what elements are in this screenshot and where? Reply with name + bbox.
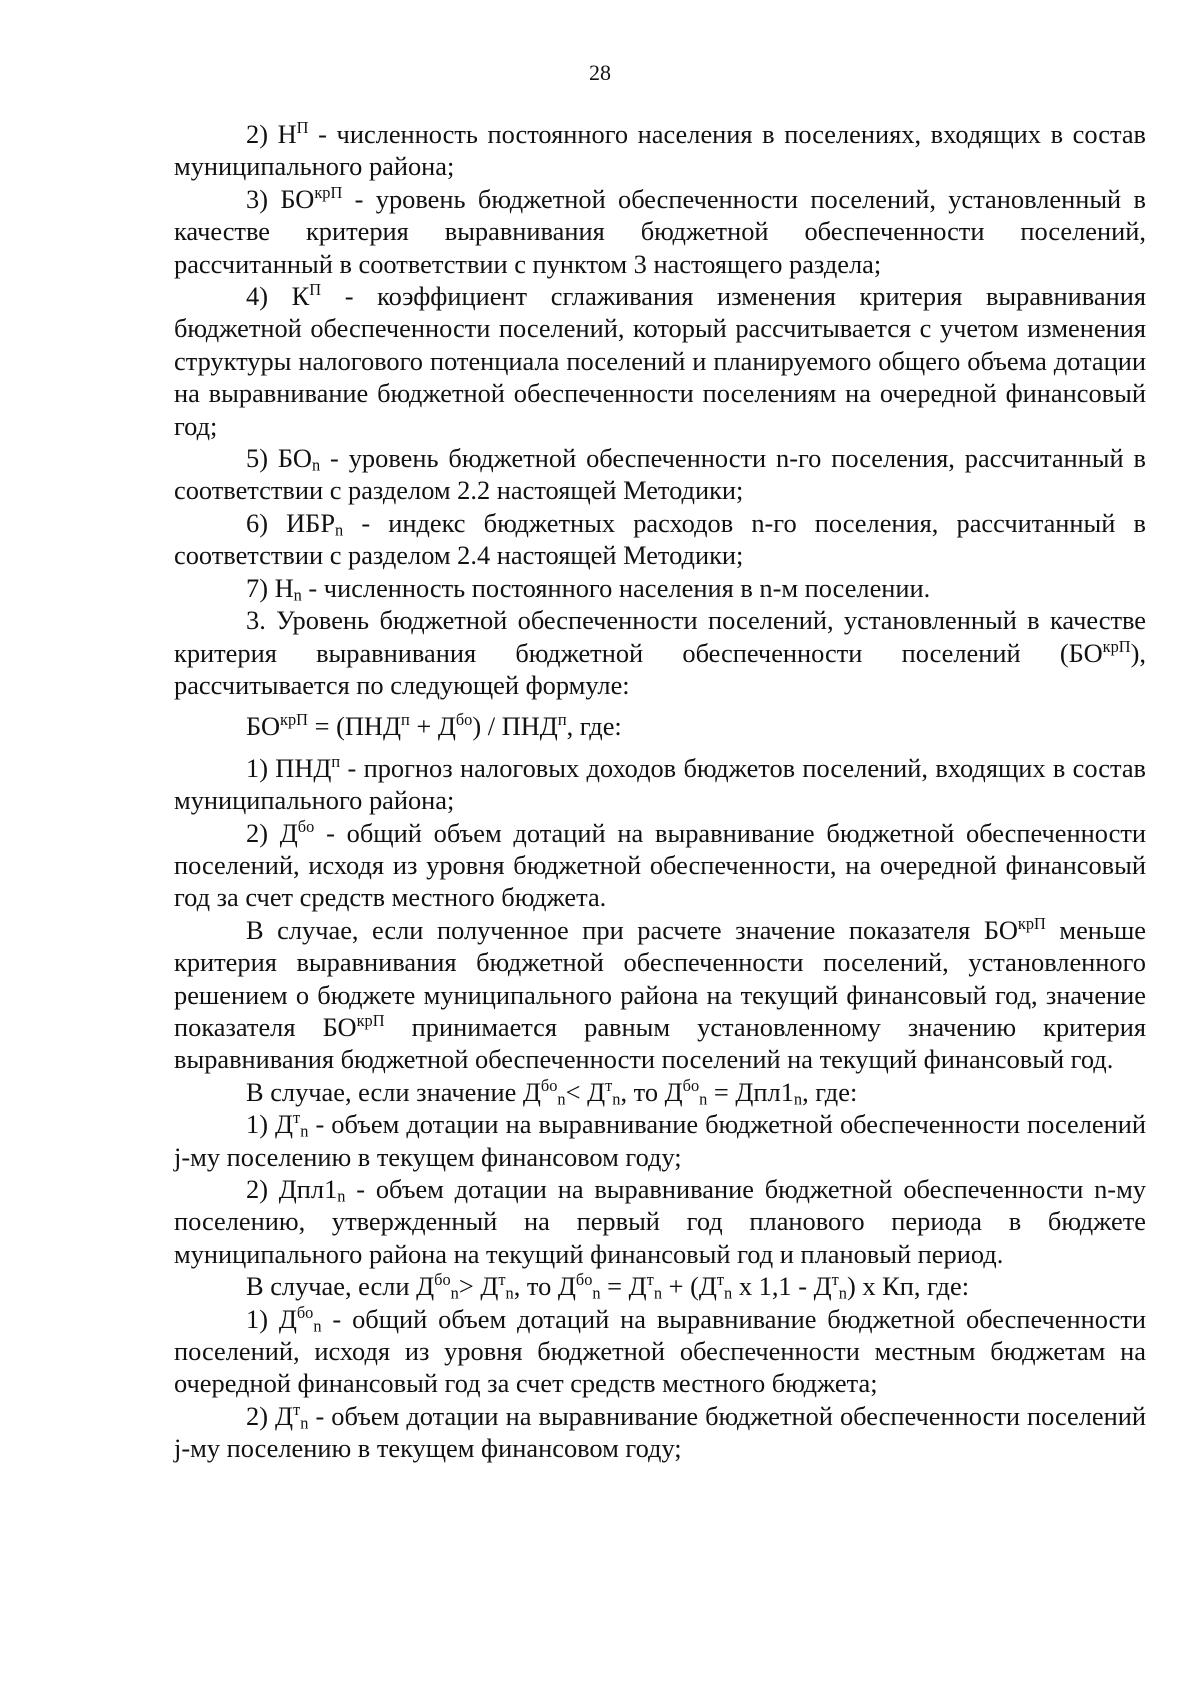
text-run: < Д xyxy=(565,1076,606,1107)
text-run: , то Д xyxy=(513,1271,576,1302)
superscript: бо xyxy=(296,1302,314,1322)
text-run: ), рассчитывается по следующей формуле: xyxy=(174,637,1146,700)
text-run: , где: xyxy=(802,1076,858,1107)
text-run: В случае, если Д xyxy=(246,1271,435,1302)
subscript: n xyxy=(300,1413,309,1433)
superscript: П xyxy=(309,280,322,300)
paragraph xyxy=(174,442,1146,507)
superscript: бо xyxy=(682,1075,700,1095)
paragraph xyxy=(174,914,1146,1076)
text-run: 2) Дпл1 xyxy=(246,1174,338,1204)
text-run: - объем дотации на выравнивание бюджетной обеспеченности поселений j-му поселению в текущем финансовом году; xyxy=(174,1400,1146,1464)
text-run: 3) БО xyxy=(246,183,315,214)
text-run: 2) Н xyxy=(246,119,297,149)
text-run: > Д xyxy=(458,1271,499,1302)
superscript: бо xyxy=(297,816,315,836)
subscript: n xyxy=(724,1283,733,1303)
text-run: + Д xyxy=(409,711,456,742)
text-run: 5) БО xyxy=(246,443,312,474)
superscript: п xyxy=(331,751,341,771)
superscript: крП xyxy=(280,710,308,730)
text-run: - уровень бюджетной обеспеченности n-го поселения, рассчитанный в соответствии с разделом 2.2 настоящей Методики; xyxy=(174,443,1146,506)
text-run: = (ПНД xyxy=(308,711,401,742)
subscript: n xyxy=(313,1316,322,1336)
superscript: П xyxy=(296,118,309,138)
subscript: n xyxy=(337,1186,346,1206)
superscript: п xyxy=(557,710,567,730)
text-run: - индекс бюджетных расходов n-го поселения, рассчитанный в соответствии с разделом 2.4 настоящей Методики; xyxy=(174,507,1146,571)
document-body xyxy=(174,118,1146,1465)
text-run: - коэффициент сглаживания изменения критерия выравнивания бюджетной обеспеченности поселений, который рассчитывается с учетом изменения структуры налогового потенциала поселений и планируемого общего объема дотации на выравнивание бюджетной обеспеченности поселениям на очередной финансовый год; xyxy=(174,281,1146,441)
text-run: ) / ПНД xyxy=(472,711,558,742)
subscript: n xyxy=(505,1283,514,1303)
subscript: n xyxy=(838,1283,847,1303)
paragraph xyxy=(174,604,1146,701)
superscript: т xyxy=(646,1270,654,1290)
subscript: n xyxy=(793,1089,803,1109)
paragraph xyxy=(174,1270,1146,1302)
paragraph xyxy=(174,1173,1146,1270)
superscript: крП xyxy=(1102,636,1131,656)
text-run: 4) К xyxy=(246,281,310,312)
text-run: = Дпл1 xyxy=(707,1076,794,1107)
text-run: 1) ПНД xyxy=(246,752,332,783)
text-run: - численность постоянного населения в поселениях, входящих в состав муниципального района; xyxy=(174,119,1146,182)
text-run: 6) ИБР xyxy=(246,507,336,538)
superscript: крП xyxy=(314,183,343,202)
superscript: бо xyxy=(434,1270,451,1290)
paragraph xyxy=(174,1303,1146,1400)
paragraph xyxy=(174,817,1146,914)
formula-paragraph xyxy=(174,710,1146,742)
paragraph xyxy=(174,507,1146,572)
superscript: крП xyxy=(356,1011,385,1031)
text-run: - численность постоянного населения в n-м поселении. xyxy=(301,572,931,603)
text-run: , то Д xyxy=(620,1076,683,1107)
subscript: n xyxy=(557,1089,566,1109)
text-run: В случае, если полученное при расчете значение показателя БО xyxy=(246,914,1018,945)
text-run: БО xyxy=(246,711,281,742)
subscript: n xyxy=(300,1121,309,1141)
superscript: бо xyxy=(455,710,473,730)
text-run: + (Д xyxy=(662,1271,717,1302)
subscript: n xyxy=(311,455,321,475)
text-run: х 1,1 - Д xyxy=(732,1271,832,1302)
paragraph xyxy=(174,752,1146,817)
superscript: п xyxy=(401,710,410,730)
paragraph xyxy=(174,1400,1146,1465)
text-run: - общий объем дотаций на выравнивание бюджетной обеспеченности поселений, исходя из уровня бюджетной обеспеченности местным бюджетам на очередной финансовый год за счет средств местного бюджета; xyxy=(174,1303,1146,1399)
text-run: = Д xyxy=(600,1271,647,1302)
subscript: n xyxy=(293,585,302,605)
text-run: - прогноз налоговых доходов бюджетов поселений, входящих в состав муниципального района; xyxy=(174,752,1146,816)
text-run: 1) Д xyxy=(246,1303,297,1334)
text-run: 2) Д xyxy=(246,1400,294,1431)
text-run: В случае, если значение Д xyxy=(246,1076,541,1107)
text-run: - объем дотации на выравнивание бюджетной обеспеченности поселений j-му поселению в текущем финансовом году; xyxy=(174,1109,1146,1172)
paragraph xyxy=(174,118,1146,183)
page-number: 28 xyxy=(589,60,611,85)
text-run: 1) Д xyxy=(246,1109,294,1140)
paragraph xyxy=(174,1076,1146,1108)
subscript: n xyxy=(653,1283,663,1303)
text-run: - общий объем дотаций на выравнивание бюджетной обеспеченности поселений, исходя из уровня бюджетной обеспеченности, на очередной финансовый год за счет средств местного бюджета. xyxy=(174,817,1146,913)
subscript: n xyxy=(335,520,344,540)
superscript: крП xyxy=(1017,913,1046,933)
superscript: т xyxy=(716,1270,725,1290)
paragraph xyxy=(174,183,1146,280)
superscript: т xyxy=(831,1270,839,1290)
subscript: n xyxy=(450,1283,459,1303)
text-run: принимается равным установленному значению критерия выравнивания бюджетной обеспеченности поселений на текущий финансовый год. xyxy=(174,1011,1146,1075)
text-run: 7) Н xyxy=(246,572,294,603)
superscript: т xyxy=(498,1270,506,1290)
text-run: 2) Д xyxy=(246,817,298,848)
subscript: n xyxy=(612,1089,621,1109)
superscript: бо xyxy=(575,1270,593,1290)
text-run: - уровень бюджетной обеспеченности поселений, установленный в качестве критерия выравнивания бюджетной обеспеченности поселений, рассчитанный в соответствии с пунктом 3 настоящего раздела; xyxy=(174,183,1146,279)
text-run: меньше критерия выравнивания бюджетной обеспеченности поселений, установленного решением о бюджете муниципального района на текущий финансовый год, значение показателя БО xyxy=(174,914,1146,1042)
text-run: 3. Уровень бюджетной обеспеченности поселений, установленный в качестве критерия выравнивания бюджетной обеспеченности поселений (БО xyxy=(174,605,1146,668)
text-run: , где: xyxy=(566,711,622,742)
paragraph xyxy=(174,280,1146,442)
paragraph xyxy=(174,1108,1146,1173)
superscript: т xyxy=(605,1075,613,1095)
paragraph xyxy=(174,572,1146,604)
subscript: n xyxy=(699,1089,708,1109)
superscript: бо xyxy=(540,1075,558,1095)
subscript: n xyxy=(592,1283,601,1303)
superscript: т xyxy=(293,1108,301,1128)
text-run: ) х Кп, где: xyxy=(846,1271,970,1302)
superscript: т xyxy=(293,1400,301,1420)
text-run: - объем дотации на выравнивание бюджетной обеспеченности n-му поселению, утвержденный на первый год планового периода в бюджете муниципального района на текущий финансовый год и плановый период. xyxy=(174,1174,1146,1269)
